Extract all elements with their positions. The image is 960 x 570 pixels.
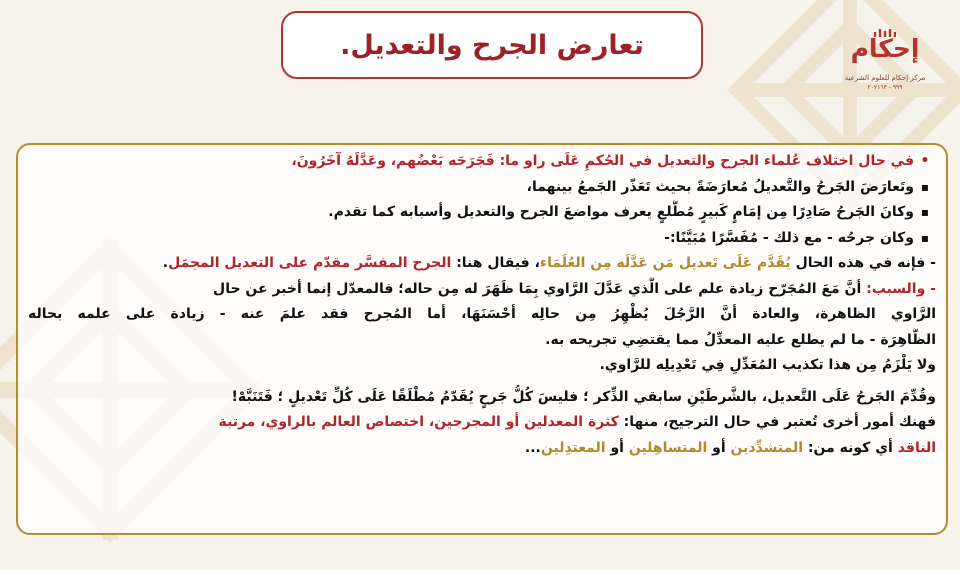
reason-label: - والسبب: bbox=[861, 280, 936, 297]
text-highlight-red: الجرح المفسَّر مقدّم على التعديل المجمَل bbox=[168, 255, 452, 271]
text-highlight-red: الناقد bbox=[897, 439, 936, 456]
bullet-item bbox=[28, 200, 936, 226]
slide-title: تعارض الجرح والتعديل. bbox=[340, 29, 644, 61]
text-run: أي كونه من: bbox=[803, 439, 898, 456]
text-highlight-gold: المتشدِّدين bbox=[730, 439, 804, 456]
text-run: ... bbox=[524, 439, 541, 456]
content-box bbox=[16, 143, 948, 535]
title-box bbox=[281, 11, 703, 79]
logo-subline: ٩٩٩ - ٢٠٢١٦٣ bbox=[867, 84, 903, 91]
paragraph-line bbox=[28, 277, 936, 303]
text-highlight-gold: يُقَدَّم عَلَى تَعديل مَن عَدَّلَه مِن العُلَمَاء bbox=[539, 255, 791, 271]
bullet-text: وكان جرحُه - مع ذلك - مُفَسَّرًا مُبَيَّنًا:- bbox=[664, 229, 914, 246]
paragraph-line bbox=[28, 410, 936, 436]
paragraph-line: وقُدِّمَ الجَرحُ عَلَى التَّعديل، بالشَّرطَيْنِ سابقي الذِّكر ؛ فليسَ كُلُّ جَرحٍ يُقَدّمُ مُطْلَقًا عَلَى كُلِّ تَعْديلٍ ؛ فَتَنَبَّهْ! bbox=[231, 388, 936, 405]
text-run: أو bbox=[707, 439, 731, 456]
bullet-text: وكانَ الجَرحُ صَادِرًا مِن إمَامٍ كَبيرٍ مُطَّلعٍ يعرف مواضعَ الجرح والتعديل وأسبابه كما تقدم. bbox=[328, 204, 914, 220]
logo-subtitle: مركز إحكام للعلوم الشرعية bbox=[844, 74, 926, 82]
paragraph-line bbox=[28, 436, 936, 462]
text-run: . bbox=[162, 255, 169, 271]
bullet-item bbox=[28, 226, 936, 252]
text-run: - فإنه في هذه الحال bbox=[790, 255, 936, 271]
bullet-marker: ▪ bbox=[920, 205, 930, 219]
logo bbox=[843, 30, 929, 96]
paragraph-line: الظَّاهِرَة - ما لم يطلع عليه المعدِّلُ مما يقتضِي تجريحه به. bbox=[545, 331, 936, 348]
paragraph-line: الرَّاوي الظاهرة، والعادة أنَّ الرَّجُلَ يُظْهِرُ مِن حالِه أحْسَنَهَا، أما المُجرح فقد علمَ عنه - زيادة على علمه بحاله bbox=[28, 306, 936, 322]
bullet-text: في حال اختلاف عُلماء الجرح والتعديل في الحُكمِ عَلَى راو ما: bbox=[494, 153, 914, 169]
text-highlight-red: كثرة المعدلين أو المجرحين، اختصاص العالم بالراوي، مرتبة bbox=[218, 414, 619, 430]
logo-word: إحكام bbox=[850, 34, 920, 63]
text-run: أو bbox=[605, 439, 629, 456]
text-run: ، فيقال هنا: bbox=[451, 255, 540, 271]
bullet-item bbox=[28, 149, 936, 175]
text-highlight-gold: المعتدِلين bbox=[540, 439, 606, 456]
bullet-text-highlight: فَجَرَحَه بَعْضُهم، وعَدَّلَهُ آخَرُونَ، bbox=[291, 153, 495, 169]
text-highlight-gold: المتساهِلين bbox=[628, 439, 708, 456]
bullet-marker: • bbox=[920, 153, 930, 169]
bullet-item bbox=[28, 175, 936, 201]
paragraph-line bbox=[28, 251, 936, 277]
bullet-marker: ▪ bbox=[920, 179, 930, 194]
paragraph-line: ولا يَلْزَمُ مِن هذا تكذيب المُعَدِّلِ فِي تَعْدِيلِه للرَّاوي. bbox=[599, 357, 936, 373]
bullet-marker: ▪ bbox=[920, 230, 930, 245]
bullet-text: وتَعارَضَ الجَرحُ والتَّعديلُ مُعارَضَةً بحيث تَعَذّر الجَمعُ بينهما، bbox=[526, 178, 914, 195]
text-run: فهنك أمور أخرى تُعتبر في حال الترجيح، منها: bbox=[618, 414, 936, 430]
text-run: أنَّ مَعَ المُجَرّح زيادة علم على الَّذي عَدَّلَ الرَّاوي بِمَا ظَهَرَ له مِن حاله؛ فالمعدّل إنما أخبر عن حال bbox=[213, 280, 862, 297]
